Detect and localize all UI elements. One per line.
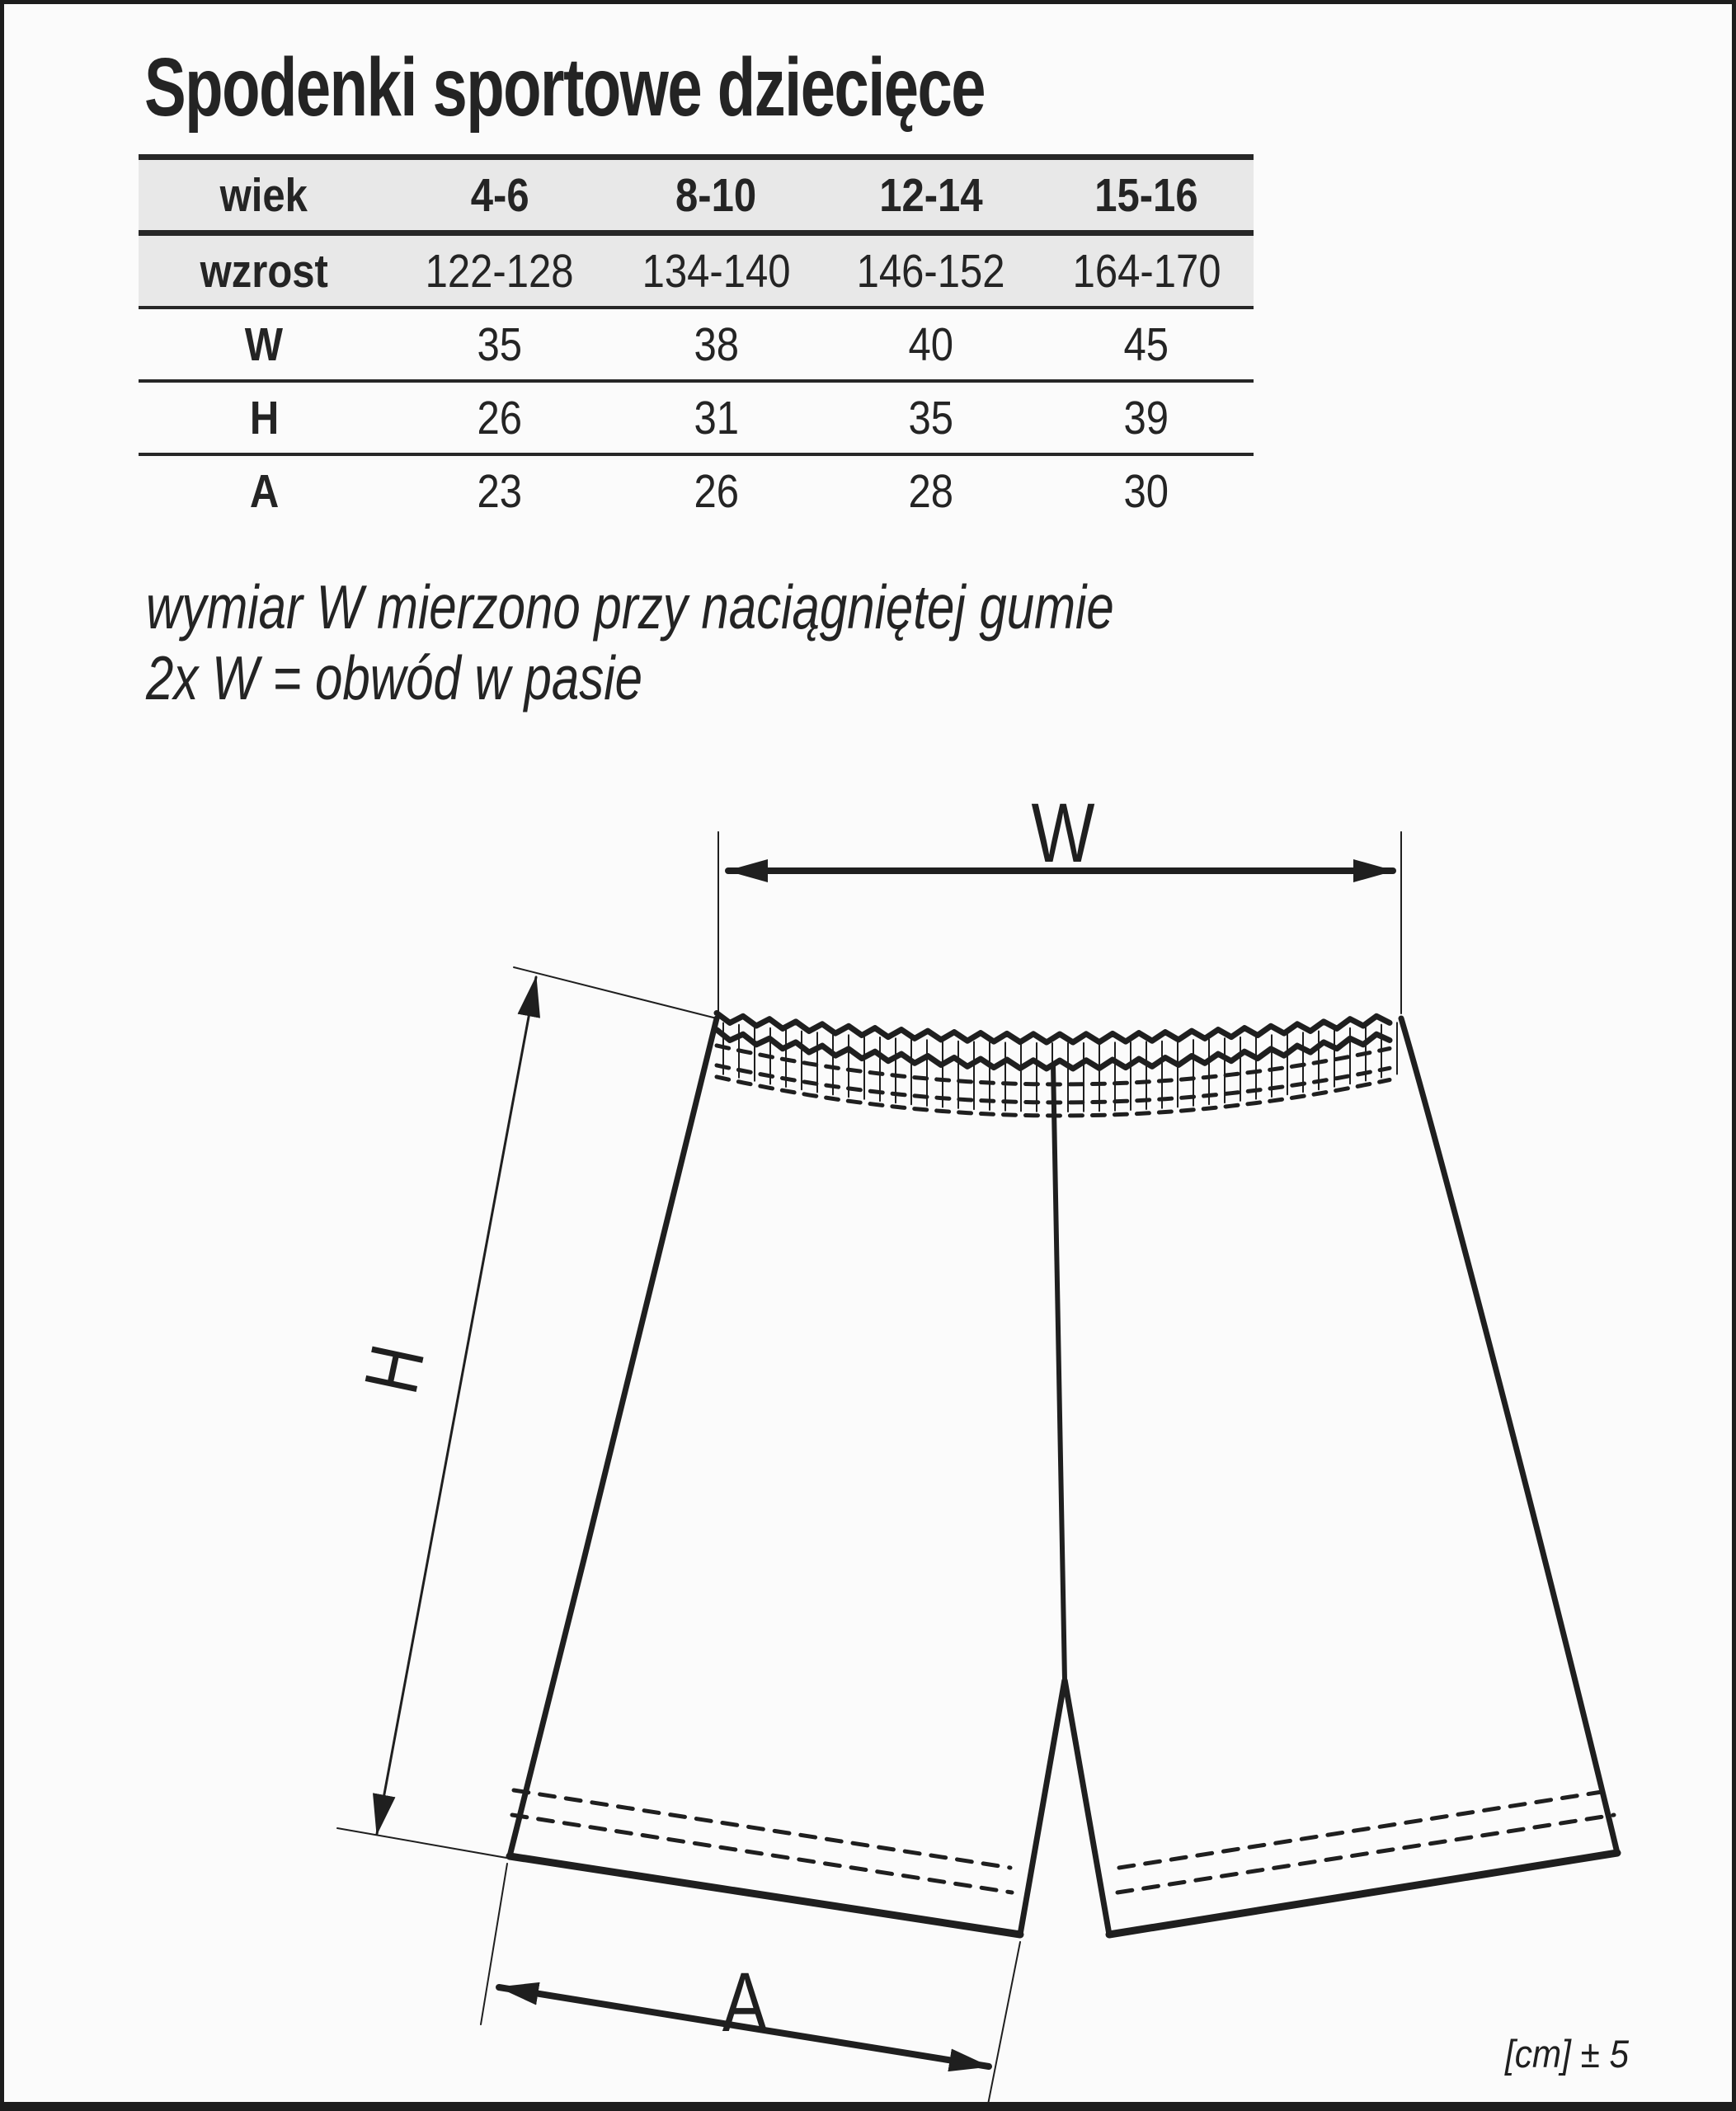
row-label: W xyxy=(244,317,284,371)
table-cell: 4-6 xyxy=(470,168,529,222)
note-line-1: wymiar W mierzono przy naciągniętej gumie xyxy=(146,572,1114,642)
table-cell: 39 xyxy=(1123,391,1169,444)
right-outer-seam xyxy=(1401,1018,1617,1853)
row-label: wzrost xyxy=(200,244,328,298)
right-hem xyxy=(1109,1853,1617,1935)
table-cell: 30 xyxy=(1123,464,1169,518)
table-cell: 146-152 xyxy=(856,244,1005,298)
center-front-seam xyxy=(1053,1065,1065,1680)
table-cell: 26 xyxy=(477,391,523,444)
a-extension-left xyxy=(481,1864,507,2024)
inner-leg-seams xyxy=(1020,1680,1109,1935)
row-label: A xyxy=(249,464,279,518)
shorts-diagram xyxy=(4,4,1736,2111)
w-dimension-label: W xyxy=(1031,785,1095,881)
table-cell: 35 xyxy=(477,317,523,371)
table-cell: 45 xyxy=(1123,317,1169,371)
left-outer-seam xyxy=(510,1018,717,1856)
table-cell: 8-10 xyxy=(675,168,757,222)
table-cell: 40 xyxy=(908,317,953,371)
right-hem-stitch-2 xyxy=(1119,1790,1612,1868)
table-cell: 31 xyxy=(694,391,739,444)
row-label: H xyxy=(249,391,279,444)
table-cell: 26 xyxy=(694,464,739,518)
elastic-waistband xyxy=(717,1013,1397,1117)
table-cell: 23 xyxy=(477,464,523,518)
h-dimension-label: H xyxy=(348,1338,441,1401)
table-cell: 38 xyxy=(694,317,739,371)
table-cell: 12-14 xyxy=(878,168,983,222)
table-cell: 134-140 xyxy=(642,244,791,298)
table-cell: 15-16 xyxy=(1094,168,1198,222)
table-cell: 164-170 xyxy=(1072,244,1221,298)
table-cell: 35 xyxy=(908,391,953,444)
table-cell: 122-128 xyxy=(426,244,574,298)
left-hem-stitch-1 xyxy=(512,1815,1012,1892)
h-dimension-arrow xyxy=(377,977,536,1834)
left-hem xyxy=(510,1856,1020,1935)
a-dimension-label: A xyxy=(722,1954,768,2050)
table-cell: 28 xyxy=(908,464,953,518)
h-extension-bottom xyxy=(337,1828,525,1861)
right-hem-stitch-1 xyxy=(1117,1815,1614,1892)
units-tolerance-note: [cm] ± 5 xyxy=(1504,2033,1630,2076)
h-extension-top xyxy=(514,967,717,1018)
page-title: Spodenki sportowe dziecięce xyxy=(144,41,986,134)
row-label: wiek xyxy=(219,168,308,222)
left-hem-stitch-2 xyxy=(514,1790,1010,1868)
a-extension-right xyxy=(987,1942,1020,2109)
note-line-2: 2x W = obwód w pasie xyxy=(146,643,642,712)
